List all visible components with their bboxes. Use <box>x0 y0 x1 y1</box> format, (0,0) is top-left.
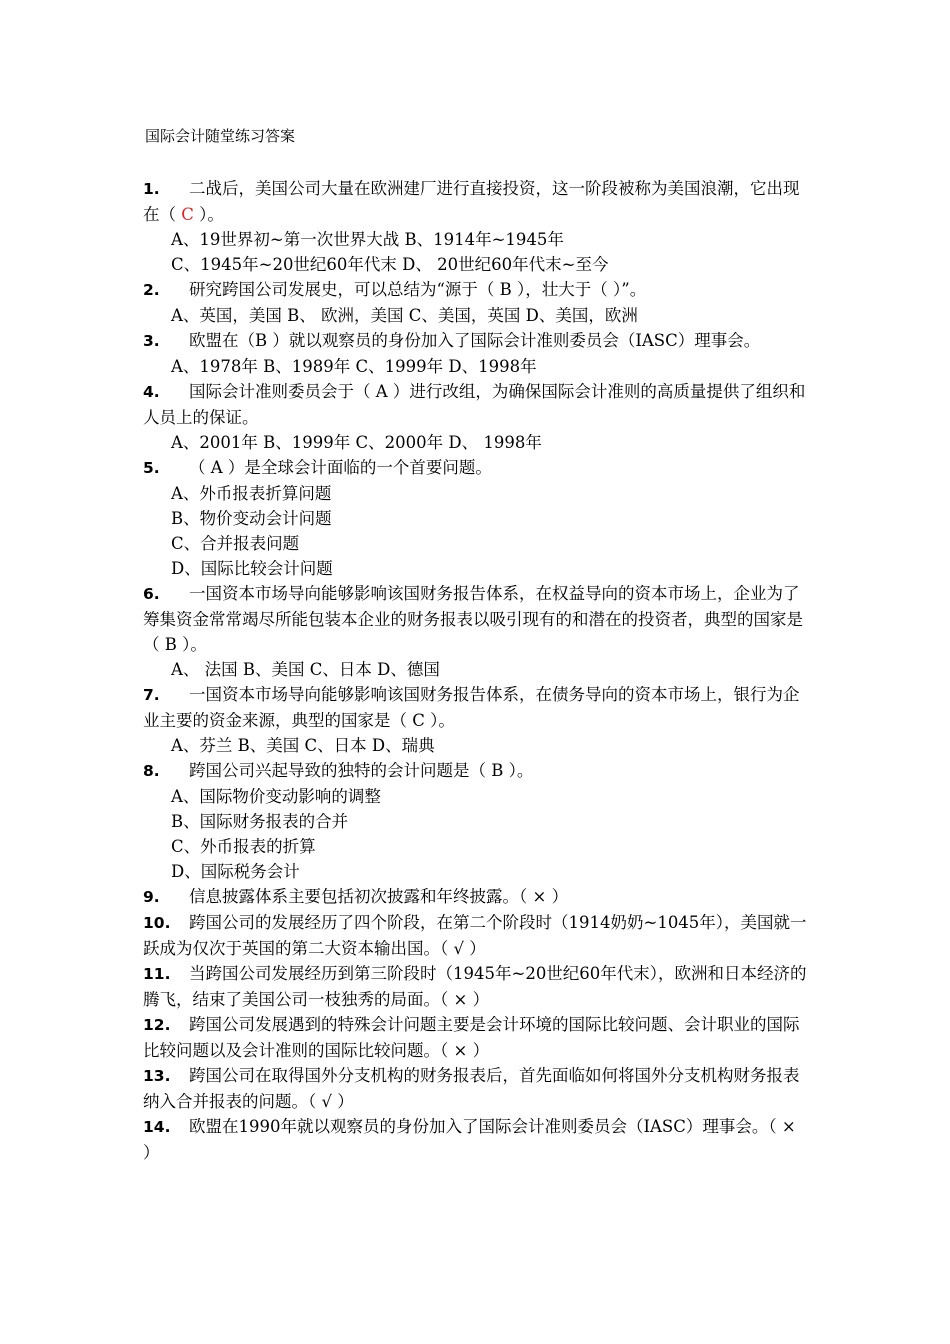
question-item <box>143 682 809 733</box>
question-text: 跨国公司的发展经历了四个阶段，在第二个阶段时（1914奶奶~1045年），美国就一跃成为仅次于英国的第二大资本输出国。（ √ ） <box>143 913 807 958</box>
question-text: 二战后，美国公司大量在欧洲建厂进行直接投资，这一阶段被称为美国浪潮，它出现在（ C ）。 <box>143 179 800 224</box>
question-number: 11. <box>143 965 171 983</box>
question-item <box>143 277 809 303</box>
question-item <box>143 455 809 481</box>
option-line: C、外币报表的折算 <box>171 837 316 856</box>
option-line: D、国际比较会计问题 <box>171 559 333 578</box>
question-number: 3. <box>143 332 160 350</box>
question-text: 跨国公司在取得国外分支机构的财务报表后，首先面临如何将国外分支机构财务报表纳入合并报表的问题。（ √ ） <box>143 1066 800 1111</box>
option-line: A、1978年 B、1989年 C、1999年 D、1998年 <box>171 357 537 376</box>
option-line: C、1945年~20世纪60年代末 D、 20世纪60年代末~至今 <box>171 255 609 274</box>
question-number: 6. <box>143 585 160 603</box>
question-text: 研究跨国公司发展史，可以总结为“源于（ B ），壮大于（ ）”。 <box>189 280 647 299</box>
question-item <box>143 1063 809 1114</box>
option-line: A、外币报表折算问题 <box>171 484 332 503</box>
question-text: 欧盟在1990年就以观察员的身份加入了国际会计准则委员会（IASC）理事会。（ × ） <box>143 1117 796 1162</box>
question-text: 跨国公司发展遇到的特殊会计问题主要是会计环境的国际比较问题、会计职业的国际比较问题以及会计准则的国际比较问题。（ × ） <box>143 1015 800 1060</box>
document-title: 国际会计随堂练习答案 <box>145 127 296 145</box>
question-number: 7. <box>143 686 160 704</box>
question-item <box>143 581 809 657</box>
option-line: A、芬兰 B、美国 C、日本 D、瑞典 <box>171 736 435 755</box>
question-text: 信息披露体系主要包括初次披露和年终披露。（ × ） <box>189 887 569 906</box>
option-line: A、英国，美国 B、 欧洲，美国 C、美国，英国 D、美国，欧洲 <box>171 306 638 325</box>
question-item <box>143 961 809 1012</box>
option-line: A、19世界初~第一次世界大战 B、1914年~1945年 <box>171 230 564 249</box>
option-line: A、 法国 B、美国 C、日本 D、德国 <box>171 660 440 679</box>
question-text: 欧盟在（B ）就以观察员的身份加入了国际会计准则委员会（IASC）理事会。 <box>189 331 761 350</box>
option-line: D、国际税务会计 <box>171 862 300 881</box>
question-text: 一国资本市场导向能够影响该国财务报告体系，在权益导向的资本市场上，企业为了筹集资金常常竭尽所能包装本企业的财务报表以吸引现有的和潜在的投资者，典型的国家是（ B ）。 <box>143 584 803 654</box>
question-item <box>143 176 809 227</box>
question-text: 国际会计准则委员会于（ A ）进行改组，为确保国际会计准则的高质量提供了组织和人员上的保证。 <box>143 382 806 427</box>
question-item <box>143 884 809 910</box>
question-number: 9. <box>143 888 160 906</box>
question-item <box>143 379 809 430</box>
answer-highlight: C <box>181 205 194 224</box>
question-item <box>143 1114 809 1165</box>
option-line: A、2001年 B、1999年 C、2000年 D、 1998年 <box>171 433 542 452</box>
option-line: A、国际物价变动影响的调整 <box>171 787 381 806</box>
option-line: C、合并报表问题 <box>171 534 300 553</box>
question-text: 当跨国公司发展经历到第三阶段时（1945年~20世纪60年代末），欧洲和日本经济的腾飞，结束了美国公司一枝独秀的局面。（ × ） <box>143 964 807 1009</box>
question-text: （ A ）是全球会计面临的一个首要问题。 <box>189 458 492 477</box>
question-item <box>143 758 809 784</box>
question-text: 一国资本市场导向能够影响该国财务报告体系，在债务导向的资本市场上，银行为企业主要的资金来源，典型的国家是（ C ）。 <box>143 685 800 730</box>
question-number: 1. <box>143 180 160 198</box>
question-item <box>143 910 809 961</box>
question-item <box>143 328 809 354</box>
question-number: 4. <box>143 383 160 401</box>
question-number: 12. <box>143 1016 171 1034</box>
question-number: 14. <box>143 1118 171 1136</box>
question-number: 10. <box>143 914 171 932</box>
option-line: B、物价变动会计问题 <box>171 509 332 528</box>
question-list <box>143 176 809 1165</box>
option-line: B、国际财务报表的合并 <box>171 812 349 831</box>
question-number: 13. <box>143 1067 171 1085</box>
question-number: 2. <box>143 281 160 299</box>
question-number: 5. <box>143 459 160 477</box>
question-number: 8. <box>143 762 160 780</box>
question-text: 跨国公司兴起导致的独特的会计问题是（ B ）。 <box>189 761 534 780</box>
question-item <box>143 1012 809 1063</box>
